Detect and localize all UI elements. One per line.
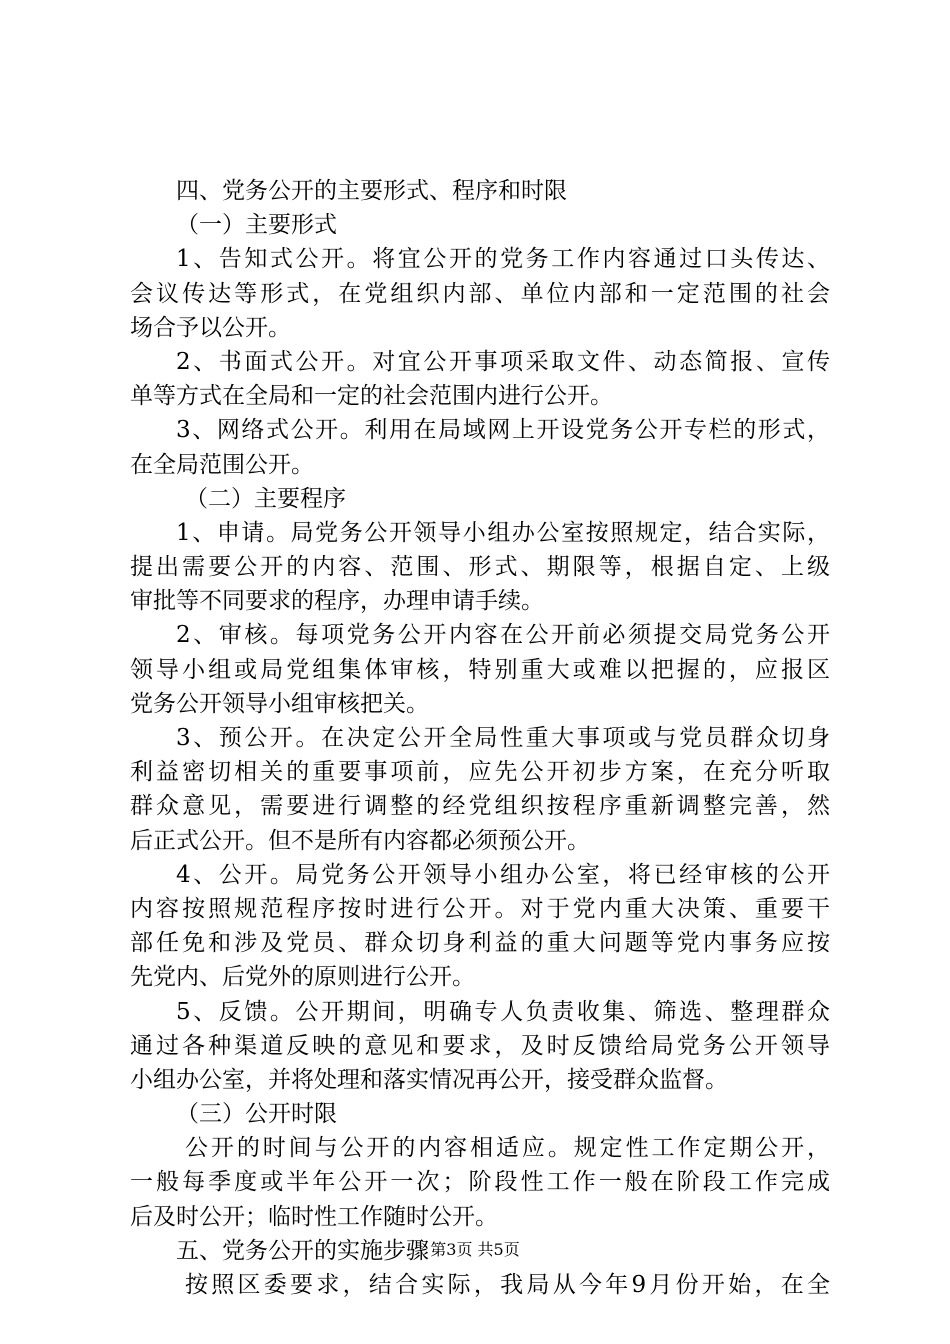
paragraph-line: 1、告知式公开。将宜公开的党务工作内容通过口头传达、: [176, 246, 830, 273]
paragraph-line: 1、申请。局党务公开领导小组办公室按照规定，结合实际，: [176, 519, 830, 546]
paragraph-line: 领导小组或局党组集体审核，特别重大或难以把握的，应报区: [130, 656, 830, 683]
paragraph-line: 会议传达等形式，在党组织内部、单位内部和一定范围的社会: [130, 280, 830, 307]
paragraph-line: 提出需要公开的内容、范围、形式、期限等，根据自定、上级: [130, 554, 830, 581]
paragraph-line: 利益密切相关的重要事项前，应先公开初步方案，在充分听取: [130, 759, 830, 786]
paragraph-line: 先党内、后党外的原则进行公开。: [130, 964, 475, 991]
paragraph-line: 3、预公开。在决定公开全局性重大事项或与党员群众切身: [176, 725, 830, 751]
paragraph-line: 4、公开。局党务公开领导小组办公室，将已经审核的公开: [176, 861, 830, 888]
section-heading: 四、党务公开的主要形式、程序和时限: [176, 178, 567, 204]
section-heading: 五、党务公开的实施步骤: [176, 1237, 429, 1264]
paragraph-line: 公开的时间与公开的内容相适应。规定性工作定期公开，: [185, 1135, 830, 1162]
paragraph-line: 后及时公开；临时性工作随时公开。: [130, 1203, 498, 1230]
paragraph-line: 通过各种渠道反映的意见和要求，及时反馈给局党务公开领导: [130, 1032, 830, 1059]
subsection-heading: （一）主要形式: [176, 212, 337, 239]
paragraph-line: 3、网络式公开。利用在局域网上开设党务公开专栏的形式，: [176, 417, 830, 444]
paragraph-line: 群众意见，需要进行调整的经党组织按程序重新调整完善，然: [130, 793, 830, 820]
paragraph-line: 一般每季度或半年公开一次；阶段性工作一般在阶段工作完成: [130, 1169, 830, 1196]
paragraph-line: 场合予以公开。: [130, 314, 291, 341]
paragraph-line: 单等方式在全局和一定的社会范围内进行公开。: [130, 383, 613, 410]
paragraph-line: 审批等不同要求的程序，办理申请手续。: [130, 588, 544, 615]
subsection-heading: （三）公开时限: [176, 1101, 337, 1128]
document-body: [130, 174, 830, 1302]
paragraph-line: 部任免和涉及党员、群众切身利益的重大问题等党内事务应按: [130, 930, 830, 957]
paragraph-line: 在全局范围公开。: [130, 451, 314, 478]
paragraph-line: 后正式公开。但不是所有内容都必须预公开。: [130, 827, 590, 854]
paragraph-line: 按照区委要求，结合实际，我局从今年9月份开始，在全: [185, 1272, 830, 1298]
paragraph-line: 内容按照规范程序按时进行公开。对于党内重大决策、重要干: [130, 895, 830, 922]
paragraph-line: 党务公开领导小组审核把关。: [130, 690, 429, 717]
subsection-heading: （二）主要程序: [185, 485, 346, 512]
page-number-footer: 第3页 共5页: [430, 1240, 520, 1259]
paragraph-line: 小组办公室，并将处理和落实情况再公开，接受群众监督。: [130, 1066, 728, 1093]
paragraph-line: 5、反馈。公开期间，明确专人负责收集、筛选、整理群众: [176, 998, 830, 1025]
paragraph-line: 2、审核。每项党务公开内容在公开前必须提交局党务公开: [176, 622, 830, 649]
paragraph-line: 2、书面式公开。对宜公开事项采取文件、动态简报、宣传: [176, 348, 830, 375]
